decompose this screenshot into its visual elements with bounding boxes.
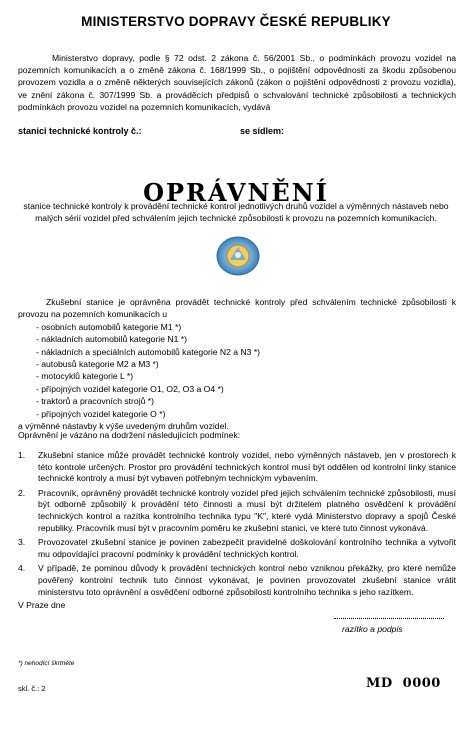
condition-text: Pracovník, oprávněný provádět technické kontroly vozidel před jejich schválením technické způsobilosti, musí být odborně způsobilý k provádění této činnosti a musí být držitelem platného osvědčení k provádění technických kontrol a razítka kontrolního technika typu "K", které vydá Ministerstvo dopravy a spojů České republiky. Pracovník musí být v pracovním poměru ke zkušební stanici, ve které tuto činnost vykonává. (38, 487, 456, 533)
condition-number: 1. (18, 450, 26, 460)
condition-number: 2. (18, 487, 26, 498)
description-paragraph: stanice technické kontroly k provádění technické kontrol jednotlivých druhů vozidel a výměnných nástaveb nebo malých sérií vozidel před schválením jejich technické způsobilosti k provozu na pozemních komunikacích. (23, 201, 449, 223)
serial-prefix: MD (366, 676, 393, 691)
list-item: - motocyklů kategorie L *) (36, 371, 134, 382)
condition-number: 3. (18, 537, 26, 548)
authorization-body (18, 296, 456, 432)
condition-item (18, 450, 456, 485)
list-item: - přípojných vozidel kategorie O1, O2, O3 a O4 *) (36, 383, 224, 394)
condition-item (18, 563, 456, 598)
body-outro: a výměnné nástavby k výše uvedeným druhům vozidel. (18, 421, 229, 432)
body-intro: Zkušební stanice je oprávněna provádět technické kontroly před schválením technické způsobilosti k provozu na pozemních komunikacích u (18, 297, 456, 320)
document-heading: OPRÁVNĚNÍ (143, 178, 329, 207)
condition-item (18, 537, 456, 560)
hologram-seal (216, 236, 260, 276)
list-item: - autobusů kategorie M2 a M3 *) (36, 359, 159, 370)
list-item: - nákladních automobilů kategorie N1 *) (36, 334, 187, 345)
condition-item (18, 488, 456, 534)
vehicle-category-list (18, 321, 456, 420)
station-seat-label: se sídlem: (240, 126, 285, 136)
condition-text: Zkušební stanice může provádět technické kontroly vozidel, nebo výměnných nástaveb, jen v prostorech k této kontrole určených. Prostor pro provádění technických kontrol musí být oddělen od kontrolní linky stanice technické kontroly a musí být vybaven potřebným technickým vybavením. (38, 450, 456, 484)
intro-paragraph: Ministerstvo dopravy, podle § 72 odst. 2 zákona č. 56/2001 Sb., o podmínkách provozu vozidel na pozemních komunikacích a o změně zákona č. 168/1999 Sb., o pojištění odpovědnosti za škodu způsobenou provozem vozidla a o změně některých souvisejících zákonů (zákon o pojištění odpovědnosti z provozu vozidla), ve znění zákona č. 307/1999 Sb. a prováděcích předpisů o schvalování technické způsobilosti a technických podmínkách provozu vozidel na pozemních komunikacích, vydává (18, 53, 456, 112)
list-item: - osobních automobilů kategorie M1 *) (36, 321, 182, 332)
signature-label: razítko a podpis (342, 624, 403, 634)
serial-number: 0000 (402, 676, 441, 691)
document-serial (366, 676, 441, 691)
place-date-label: V Praze dne (18, 600, 66, 610)
footnote: *) nehodící škrtněte (18, 660, 75, 667)
condition-text: Provozovatel zkušební stanice je povinen zabezpečit pravidelné doškolování kontrolního technika a vytvořit mu odpovídající pracovní podmínky k provádění technických kontrol. (38, 537, 456, 559)
condition-text: V případě, že pominou důvody k provádění technických kontrol nebo vzniknou překážky, pro které nemůže pověřený kontrolní technik tuto činnost vykonávat, je povinen provozovatel zkušební stanice vrátit ministerstvu toto oprávnění a osvědčení odborné způsobilosti kontrolního technika s jeho razítkem. (38, 563, 456, 597)
list-item: - traktorů a pracovních strojů *) (36, 396, 154, 407)
stock-number: skl. č.: 2 (18, 684, 46, 693)
conditions-list (18, 450, 456, 601)
conditions-lead: Oprávnění je vázáno na dodržení následujících podmínek: (18, 430, 241, 440)
ministry-title: MINISTERSTVO DOPRAVY ČESKÉ REPUBLIKY (81, 14, 391, 29)
signature-line (334, 618, 444, 619)
list-item: - přípojných vozidel kategorie O *) (36, 408, 166, 419)
list-item: - nákladních a speciálních automobilů kategorie N2 a N3 *) (36, 346, 261, 357)
station-number-label: stanici technické kontroly č.: (18, 126, 142, 136)
condition-number: 4. (18, 563, 26, 574)
